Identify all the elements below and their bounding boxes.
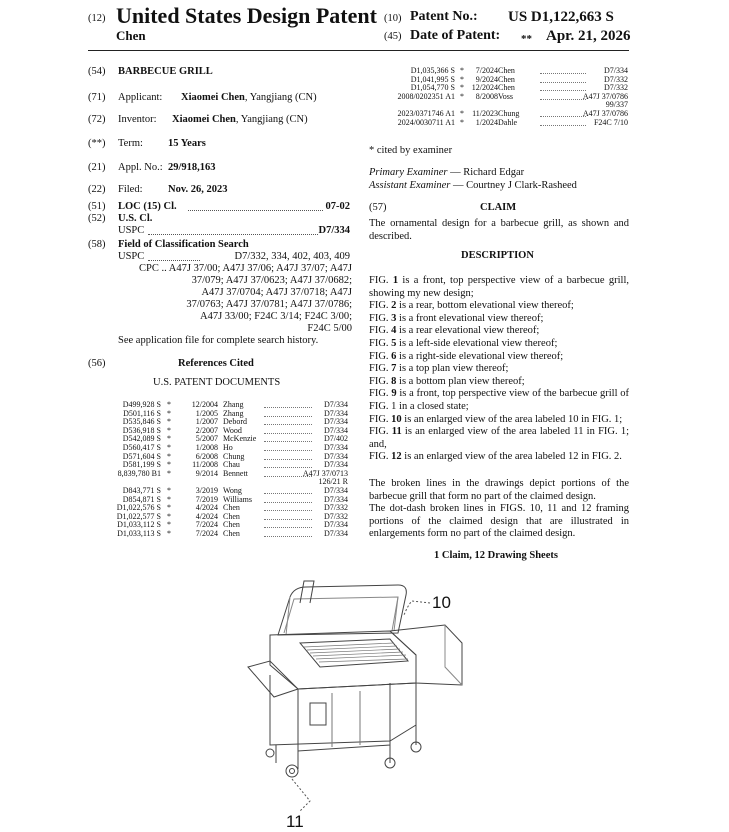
leader-dots <box>540 67 586 74</box>
ref-name: Chen <box>498 66 515 75</box>
ref-name: Chung <box>498 109 520 118</box>
reference-label-11: 11 <box>286 812 304 830</box>
inventor-field <box>88 114 352 127</box>
ref-name: Wood <box>223 425 242 435</box>
ref-number: 2023/0371746 A1 <box>397 109 455 118</box>
left-reference-table <box>96 401 348 561</box>
search-uspc-value: D7/332, 334, 402, 403, 409 <box>234 251 350 262</box>
ref-date: 3/2019 <box>195 486 218 495</box>
appl-no-field <box>88 162 352 175</box>
leader-dots <box>264 435 312 442</box>
applicant-field <box>88 92 352 105</box>
title-field <box>88 66 352 79</box>
us-patent-documents-heading: U.S. PATENT DOCUMENTS <box>153 377 281 388</box>
figure-description: FIG. 10 is an enlarged view of the area labeled 10 in FIG. 1; <box>369 413 623 425</box>
cabinet <box>270 675 416 745</box>
ref-name: Chen <box>498 83 515 93</box>
ref-date: 1/2007 <box>195 417 218 427</box>
ref-class: D7/334 <box>324 408 348 418</box>
ref-date: 7/2024 <box>475 66 498 75</box>
ref-number: 2008/0202351 A1 <box>397 91 455 101</box>
leader-dots <box>264 521 312 528</box>
claim-heading: CLAIM <box>480 202 517 213</box>
cited-by-examiner: * cited by examiner <box>369 145 453 156</box>
term-extension-mark: ** <box>521 33 532 45</box>
appl-no-value: 29/918,163 <box>168 162 216 173</box>
code: (72) <box>88 114 106 125</box>
figure-description: FIG. 4 is a rear elevational view thereof; <box>369 325 540 337</box>
cpc-line: A47J 33/00; F24C 3/14; F24C 3/00; <box>200 311 352 322</box>
patent-title-heading: United States Design Patent <box>116 3 377 28</box>
ref-name: Chen <box>223 511 240 521</box>
figure-number: 5 <box>391 337 397 349</box>
code: (21) <box>88 162 106 173</box>
ref-class: D7/334 <box>324 494 348 504</box>
label: USPC <box>118 225 145 236</box>
ref-date: 1/2024 <box>475 117 498 127</box>
ref-mark: * <box>167 460 171 470</box>
figure-description: FIG. 6 is a right-side elevational view thereof; <box>369 350 564 362</box>
ref-date: 5/2007 <box>195 434 218 444</box>
ref-class: D7/334 <box>324 529 348 538</box>
applicant-name: Xiaomei Chen <box>181 92 245 103</box>
leader-line-11 <box>292 779 310 811</box>
figure-number: 7 <box>391 363 397 375</box>
label: Applicant: <box>118 92 163 103</box>
ref-name: Bennett <box>223 468 248 478</box>
ref-mark: * <box>167 417 171 427</box>
design-title: BARBECUE GRILL <box>118 66 213 77</box>
ref-date: 11/2023 <box>472 109 498 118</box>
leader-dots <box>264 453 312 460</box>
leader-dots <box>540 76 586 83</box>
ref-number: D560,417 S <box>122 443 161 452</box>
ref-number: D499,928 S <box>122 400 161 409</box>
code: (51) <box>88 201 106 212</box>
patent-no-label: Patent No.: <box>410 9 478 24</box>
ref-date: 8/2008 <box>475 91 498 101</box>
figure-description: FIG. 5 is a left-side elevational view thereof; <box>369 337 558 349</box>
ref-name: Chen <box>223 529 240 538</box>
ref-class: D7/334 <box>604 66 628 75</box>
figure-description: FIG. 1 is a front, top perspective view of a barbecue grill, showing my new design; <box>369 275 629 299</box>
ref-mark: * <box>460 83 464 93</box>
ref-name: Ho <box>223 443 233 452</box>
applicant-place: , Yangjiang (CN) <box>244 92 317 103</box>
figure-number: 6 <box>391 350 397 362</box>
ref-mark: * <box>460 74 464 84</box>
kind-code-45: (45) <box>384 31 402 42</box>
figure-number: 10 <box>391 413 402 425</box>
ref-number: D542,089 S <box>122 434 161 444</box>
ref-class: 99/337 <box>605 100 628 110</box>
leader-dots <box>264 401 312 408</box>
ref-mark: * <box>167 425 171 435</box>
ref-mark: * <box>167 520 171 530</box>
ref-mark: * <box>167 443 171 452</box>
ref-class: A47J 37/0786 <box>582 91 628 101</box>
ref-class: D7/334 <box>324 486 348 495</box>
leader-dots <box>264 470 312 477</box>
figure-number: 3 <box>391 312 397 324</box>
ref-date: 7/2019 <box>195 494 218 504</box>
ref-number: D535,846 S <box>122 417 161 427</box>
cpc-line: 37/0763; A47J 37/0781; A47J 37/0786; <box>186 299 352 310</box>
ref-number: D1,033,113 S <box>117 529 161 538</box>
leader-dots <box>264 530 312 537</box>
ref-mark: * <box>167 468 171 478</box>
controller-panel <box>310 703 326 725</box>
code: (54) <box>88 66 106 77</box>
leader-line-10 <box>404 601 430 615</box>
right-reference-table <box>372 67 628 142</box>
ref-name: Chen <box>223 520 240 530</box>
figure-number: 11 <box>391 426 402 438</box>
reference-label-10: 10 <box>432 593 451 612</box>
ref-date: 6/2008 <box>195 451 218 461</box>
ref-number: 8,839,780 B1 <box>117 468 161 478</box>
ref-date: 9/2024 <box>475 74 498 84</box>
inventor-name: Xiaomei Chen <box>172 114 236 125</box>
reference-row <box>372 119 628 128</box>
figure-description: FIG. 2 is a rear, bottom elevational view thereof; <box>369 300 574 312</box>
ref-class: A47J 37/0786 <box>582 109 628 118</box>
term-field <box>88 138 352 151</box>
date-of-patent: Apr. 21, 2026 <box>546 28 631 44</box>
inventor-place: , Yangjiang (CN) <box>235 114 308 125</box>
assistant-examiner-label: Assistant Examiner <box>369 180 451 191</box>
leader-dots <box>540 119 586 126</box>
ref-mark: * <box>460 109 464 118</box>
side-shelf <box>248 661 298 697</box>
claims-count: 1 Claim, 12 Drawing Sheets <box>434 550 558 561</box>
label: Term: <box>118 138 143 149</box>
cpc-line: 37/079; A47J 37/0623; A47J 37/0682; <box>191 275 352 286</box>
code: (58) <box>88 239 106 250</box>
ref-class: D7/334 <box>324 443 348 452</box>
ref-number: D1,022,576 S <box>116 503 161 513</box>
leader-dots <box>264 487 312 494</box>
leader-dots <box>188 204 323 211</box>
ref-mark: * <box>460 66 464 75</box>
bibliographic-left-column <box>88 66 352 356</box>
ref-number: D1,035,366 S <box>410 66 455 75</box>
cpc-line: CPC .. A47J 37/00; A47J 37/06; A47J 37/07; A47J <box>139 263 352 274</box>
ref-class: D7/334 <box>324 451 348 461</box>
assistant-examiner-name: — Courtney J Clark-Rasheed <box>453 180 577 191</box>
patent-number: US D1,122,663 S <box>508 9 614 25</box>
primary-examiner-name: — Richard Edgar <box>450 167 525 178</box>
claim-text: The ornamental design for a barbecue grill, as shown and described. <box>369 218 629 242</box>
loc-value: 07-02 <box>325 201 350 212</box>
claim-code: (57) <box>369 202 387 213</box>
ref-name: Chen <box>223 503 240 513</box>
ref-number: D1,041,995 S <box>410 74 455 84</box>
ref-class: D7/334 <box>324 400 348 409</box>
barbecue-grill-drawing <box>240 575 500 830</box>
ref-name: Dahle <box>498 117 518 127</box>
uspc-field <box>88 225 352 238</box>
ref-name: Zhang <box>223 400 244 409</box>
search-uspc <box>88 251 352 264</box>
figure-description: FIG. 9 is a front, top perspective view of the barbecue grill of FIG. 1 in a closed state; <box>369 388 629 412</box>
figure-description: FIG. 12 is an enlarged view of the area labeled 12 in FIG. 2. <box>369 451 622 463</box>
ref-name: Williams <box>223 494 253 504</box>
ref-number: D1,054,770 S <box>410 83 455 93</box>
primary-examiner <box>369 167 524 180</box>
term-value: 15 Years <box>168 138 206 149</box>
leader-dots <box>264 496 312 503</box>
header-rule <box>88 50 629 51</box>
code: (22) <box>88 184 106 195</box>
ref-class: D7/334 <box>324 425 348 435</box>
ref-date: 1/2005 <box>195 408 218 418</box>
ref-name: Chung <box>223 451 245 461</box>
ref-name: McKenzie <box>223 434 257 444</box>
ref-class: F24C 7/10 <box>593 117 628 127</box>
reference-row <box>96 530 348 539</box>
ref-name: Voss <box>498 91 513 101</box>
ref-name: Wong <box>223 486 242 495</box>
label: Inventor: <box>118 114 157 125</box>
label: Filed: <box>118 184 143 195</box>
figure-description: FIG. 11 is an enlarged view of the area labeled 11 in FIG. 1; and, <box>369 426 630 450</box>
ref-number: 2024/0030711 A1 <box>397 117 455 127</box>
code: (**) <box>88 138 106 149</box>
ref-mark: * <box>167 494 171 504</box>
figure-number: 1 <box>392 275 399 286</box>
ref-class: 126/21 R <box>318 477 348 487</box>
code: (52) <box>88 213 106 224</box>
ref-name: Chau <box>223 460 240 470</box>
ref-class: D7/332 <box>604 74 628 84</box>
ref-mark: * <box>167 400 171 409</box>
ref-mark: * <box>167 486 171 495</box>
leader-dots <box>540 110 586 117</box>
primary-examiner-label: Primary Examiner <box>369 167 448 178</box>
leader-dots <box>264 427 312 434</box>
leader-dots <box>148 228 318 235</box>
label: U.S. Cl. <box>118 213 153 224</box>
ref-mark: * <box>167 503 171 513</box>
ref-name: Debord <box>223 417 247 427</box>
ref-date: 7/2024 <box>195 529 218 538</box>
ref-class: D7/332 <box>324 511 348 521</box>
ref-class: D7/332 <box>324 503 348 513</box>
ref-mark: * <box>167 434 171 444</box>
ref-number: D501,116 S <box>123 408 161 418</box>
broken-lines-note: The broken lines in the drawings depict portions of the barbecue grill that form no part of the claimed design. <box>369 478 629 502</box>
label: USPC <box>118 251 145 262</box>
ref-number: D843,771 S <box>122 486 161 495</box>
see-application-note: See application file for complete search history. <box>118 335 319 346</box>
ref-date: 12/2004 <box>191 400 218 409</box>
cpc-line: F24C 5/00 <box>307 323 352 334</box>
ref-class: D7/332 <box>604 83 628 93</box>
figure-number: 8 <box>391 375 397 387</box>
ref-mark: * <box>167 511 171 521</box>
us-cl-field <box>88 213 352 226</box>
ref-number: D581,199 S <box>122 460 161 470</box>
ref-mark: * <box>167 529 171 538</box>
field-of-search-heading <box>88 239 352 252</box>
ref-date: 1/2008 <box>195 443 218 452</box>
ref-date: 9/2014 <box>195 468 218 478</box>
leader-dots <box>264 513 312 520</box>
leader-dots <box>264 410 312 417</box>
leader-dots <box>264 461 312 468</box>
ref-class: D7/334 <box>324 460 348 470</box>
cook-chamber <box>270 631 416 689</box>
leader-dots <box>540 84 586 91</box>
date-of-patent-label: Date of Patent: <box>410 28 501 43</box>
ref-class: D7/402 <box>324 434 348 444</box>
ref-class: D7/334 <box>324 417 348 427</box>
leader-dots <box>148 254 200 261</box>
filed-value: Nov. 26, 2023 <box>168 184 228 195</box>
kind-code-10: (10) <box>384 13 402 24</box>
ref-class: D7/334 <box>324 520 348 530</box>
figure-description: FIG. 7 is a top plan view thereof; <box>369 363 509 375</box>
figure-description: FIG. 3 is a front elevational view thereof; <box>369 312 544 324</box>
ref-mark: * <box>167 408 171 418</box>
ref-date: 12/2024 <box>471 83 498 93</box>
reference-row <box>96 470 348 479</box>
dot-dash-note: The dot-dash broken lines in FIGS. 10, 11 and 12 framing portions of the claimed design that are illustrated in enlargements form no part of the claimed design. <box>369 503 629 540</box>
uspc-value: D7/334 <box>318 225 350 236</box>
description-heading: DESCRIPTION <box>461 250 534 261</box>
leader-dots <box>540 93 586 100</box>
ref-date: 11/2008 <box>192 460 218 470</box>
ref-date: 4/2024 <box>195 503 218 513</box>
leader-dots <box>264 504 312 511</box>
references-cited-code: (56) <box>88 358 106 369</box>
figure-descriptions <box>369 275 629 464</box>
figure-number: 9 <box>391 388 397 400</box>
ref-mark: * <box>460 117 464 127</box>
reference-row <box>372 93 628 102</box>
ref-mark: * <box>460 91 464 101</box>
kind-code-12: (12) <box>88 13 106 24</box>
label: Field of Classification Search <box>118 239 249 250</box>
ref-number: D1,033,112 S <box>117 520 161 530</box>
chimney <box>300 581 314 603</box>
label: Appl. No.: <box>118 162 163 173</box>
figure-number: 2 <box>391 300 397 312</box>
inventor-surname: Chen <box>116 28 146 43</box>
figure-number: 4 <box>391 325 397 337</box>
wheel <box>266 749 274 757</box>
wheel <box>286 765 298 777</box>
ref-date: 2/2007 <box>195 425 218 435</box>
ref-number: D571,604 S <box>122 451 161 461</box>
filed-field <box>88 184 352 197</box>
leader-dots <box>264 418 312 425</box>
loc-field <box>88 201 352 214</box>
label: LOC (15) Cl. <box>118 201 177 212</box>
references-cited-heading: References Cited <box>178 358 254 369</box>
ref-mark: * <box>167 451 171 461</box>
ref-date: 7/2024 <box>195 520 218 530</box>
ref-class: A47J 37/0713 <box>302 468 348 478</box>
open-lid <box>278 585 406 635</box>
ref-name: Zhang <box>223 408 244 418</box>
leader-dots <box>264 444 312 451</box>
ref-name: Chen <box>498 74 515 84</box>
figure-number: 12 <box>391 451 402 463</box>
ref-number: D854,871 S <box>122 494 161 504</box>
ref-number: D536,918 S <box>122 425 161 435</box>
ref-number: D1,022,577 S <box>116 511 161 521</box>
ref-date: 4/2024 <box>195 511 218 521</box>
code: (71) <box>88 92 106 103</box>
cpc-line: A47J 37/0704; A47J 37/0718; A47J <box>201 287 352 298</box>
figure-description: FIG. 8 is a bottom plan view thereof; <box>369 375 525 387</box>
assistant-examiner <box>369 180 577 193</box>
